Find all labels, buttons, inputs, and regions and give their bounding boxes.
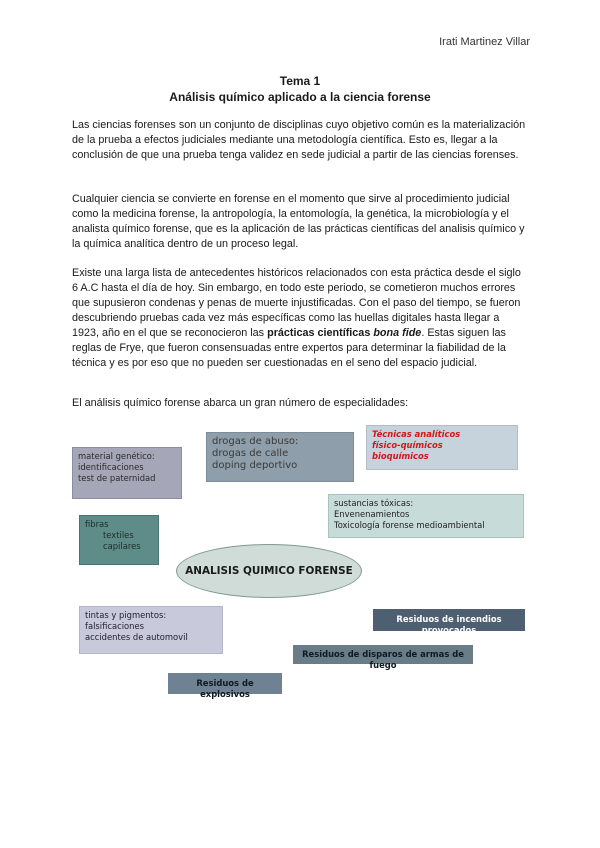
box-heading: sustancias tóxicas: [334, 498, 414, 508]
box-residuos-explosivos: Residuos de explosivos [168, 673, 282, 694]
box-drogas [206, 432, 354, 482]
paragraph-2: Cualquier ciencia se convierte en forense en el momento que sirve al procedimiento judicial como la medicina forense, la antropología, la entomología, la genética, la microbiología y el analista químico forense, que es la aplicación de las prácticas científicas del analisis químico y la química analítica dentro de un proceso legal. [72, 193, 525, 250]
box-heading: tintas y pigmentos: [85, 610, 167, 620]
box-item: falsificaciones [85, 621, 144, 631]
box-item: capilares [103, 541, 141, 551]
box-item: textiles [103, 530, 134, 540]
box-item: bioquímicos [372, 451, 429, 461]
central-label: ANALISIS QUIMICO FORENSE [185, 565, 353, 577]
box-heading: Técnicas analíticos [372, 429, 461, 439]
paragraph-3-text-a: Existe una larga lista de antecedentes históricos relacionados con esta práctica desde el siglo 6 A.C hasta el día de hoy. Sin embargo, en todo este periodo, se cometieron muchos errores que supusieron condenas y penas de muerte injustificadas. Con el paso del tiempo, se fueron descubriendo pruebas cada vez más específicas como las huellas digitales hasta llegar a 1923, año en el que se reconocieron las [72, 267, 521, 339]
box-item: Envenenamientos [334, 509, 410, 519]
box-tintas-pigmentos [79, 606, 223, 654]
paragraph-3 [72, 266, 528, 371]
title-topic: Tema 1 [279, 74, 321, 88]
paragraph-4: El análisis químico forense abarca un gran número de especialidades: [72, 397, 409, 409]
box-item: doping deportivo [212, 460, 298, 471]
box-heading: fibras [85, 519, 109, 529]
central-ellipse [176, 544, 362, 598]
box-item: Toxicología forense medioambiental [334, 520, 485, 530]
paragraph-1: Las ciencias forenses son un conjunto de disciplinas cuyo objetivo común es la materialización de la prueba a efectos judiciales mediante una metodología científica. Esto es, llegar a la conclusión de que una prueba tenga validez en sede judicial a partir de las ciencias forenses. [72, 119, 526, 161]
paragraph-3-text-c: . Estas siguen las reglas de Frye, que fueron consensuadas entre expertos para determinar la fiabilidad de la técnica y es por eso que no pueden ser cuestionadas en el seno del espacio judicial. [72, 327, 506, 369]
box-material-genetico [72, 447, 182, 499]
box-item: test de paternidad [78, 473, 156, 483]
box-residuos-disparos: Residuos de disparos de armas de fuego [293, 645, 473, 664]
box-item: drogas de calle [212, 448, 289, 459]
box-heading: material genético: [78, 451, 155, 461]
box-item: físico-químicos [372, 440, 443, 450]
box-item: accidentes de automovil [85, 632, 188, 642]
paragraph-3-bold: prácticas científicas [267, 327, 371, 339]
box-residuos-incendios: Residuos de incendios provocados [373, 609, 525, 631]
box-item: identificaciones [78, 462, 144, 472]
box-tecnicas [366, 425, 518, 470]
author-name: Irati Martinez Villar [439, 36, 530, 48]
box-fibras [79, 515, 159, 565]
box-heading: drogas de abuso: [212, 436, 299, 447]
title-subject: Análisis químico aplicado a la ciencia forense [169, 90, 431, 104]
document-title [0, 73, 600, 105]
box-sustancias-toxicas [328, 494, 524, 538]
paragraph-3-bold-italic: bona fide [373, 327, 422, 339]
